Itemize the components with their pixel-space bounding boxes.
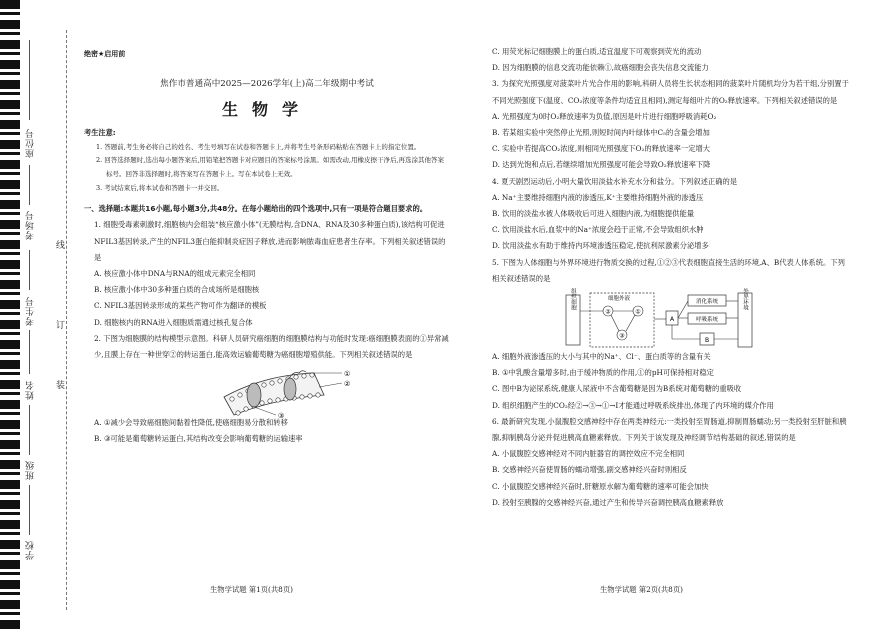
membrane-diagram xyxy=(84,363,450,421)
name-label: 姓名 xyxy=(26,380,36,400)
exam-title: 焦作市普通高中2025—2026学年(上)高二年级期中考试 xyxy=(160,79,374,90)
notice-item: 1. 答题前,考生务必将自己的姓名、考生号填写在试卷和答题卡上,并将考生号条形码粘贴在答题卡上的指定位置。 xyxy=(96,142,421,151)
cut-mark-bind: 订 xyxy=(56,316,65,333)
subject-title: 生物学 xyxy=(221,100,312,120)
fig-outside: 外界环境 xyxy=(742,288,748,311)
seat-line xyxy=(29,40,30,120)
q5-option-a: A. 细胞外液渗透压的大小与其中的Na⁺、Cl⁻、蛋白质等的含量有关 xyxy=(492,352,711,362)
cut-line xyxy=(66,30,67,610)
notice-list xyxy=(84,141,450,195)
exam-no-label: 考生号 xyxy=(26,296,36,326)
fig-cell: 组织细胞 xyxy=(570,288,576,311)
q5-option-b: B. ①中乳酸含量增多时,由于缓冲物质的作用,①的pH可保持相对稳定 xyxy=(492,368,714,378)
q4-stem: 4. 夏天剧烈运动后,小明大量饮用淡盐水补充水分和盐分。下列叙述正确的是 xyxy=(492,176,738,186)
q2-option-a: A. ①减少会导致癌细胞间黏着性降低,使癌细胞易分散和转移 xyxy=(94,418,288,428)
fig-circle-3: ③ xyxy=(619,332,625,340)
cut-mark-pack: 装 xyxy=(56,376,65,393)
q3-option-a: A. 光照强度为0时O₂释放速率为负值,原因是叶片进行细胞呼吸消耗O₂ xyxy=(492,111,717,121)
q4-option-a: A. Na⁺主要维持细胞内液的渗透压,K⁺主要维持细胞外液的渗透压 xyxy=(492,192,704,202)
left-column xyxy=(84,42,450,448)
exam-no-line xyxy=(29,250,30,290)
q2-option-d: D. 因为细胞膜的信息交流功能依赖①,故癌细胞会丧失信息交流能力 xyxy=(492,63,709,73)
fig-label-1: ① xyxy=(344,370,351,379)
fig-circle-2: ② xyxy=(605,308,611,316)
fig-B: B xyxy=(704,337,710,345)
q3-stem: 3. 为探究光照强度对菠菜叶片光合作用的影响,科研人员将生长状态相同的菠菜叶片随机均分为若干组,分别置于不同光照强度下(温度、CO₂浓度等条件均适宜且相同),测定每组叶片的O₂释放速率。下列相关叙述错误的是 xyxy=(492,79,849,105)
fig-resp: 呼吸系统 xyxy=(695,317,719,324)
q3-option-b: B. 若某组实验中突然停止光照,则短时间内叶绿体中C₅的含量会增加 xyxy=(492,128,710,138)
q3-option-d: D. 达到光饱和点后,若继续增加光照强度可能会导致O₂释放速率下降 xyxy=(492,160,711,170)
fig-extracellular: 细胞外液 xyxy=(608,296,631,303)
left-footer: 生物学试题 第1页(共8页) xyxy=(210,585,293,594)
q2-option-c: C. 用荧光标记细胞膜上的蛋白质,适宜温度下可观察到荧光的流动 xyxy=(492,47,702,56)
right-footer: 生物学试题 第2页(共8页) xyxy=(600,585,683,594)
fig-digest: 消化系统 xyxy=(695,299,719,306)
cut-mark-line: 线 xyxy=(56,236,65,253)
q1-option-a: A. 核应激小体中DNA与RNA的组成元素完全相同 xyxy=(94,269,256,278)
secret-mark: 绝密★启用前 xyxy=(84,50,126,58)
q1-option-d: D. 细胞核内的RNA进入细胞质需通过核孔复合体 xyxy=(94,317,253,327)
notice-item: 2. 回答选择题时,选出每小题答案后,用铅笔把答题卡对应题目的答案标号涂黑。如需改动,用橡皮擦干净后,再选涂其他答案标号。回答非选择题时,将答案写在答题卡上。写在本试卷上无效。 xyxy=(96,156,445,178)
q4-option-c: C. 饮用淡盐水后,血浆中的Na⁺浓度会趋于正常,不会导致组织水肿 xyxy=(492,225,704,235)
school-line xyxy=(29,485,30,535)
exam-room-label: 考场号 xyxy=(26,210,36,240)
q6-option-d: D. 投射至胰腺的交感神经兴奋,通过产生和传导兴奋调控胰高血糖素释放 xyxy=(492,497,724,507)
name-line xyxy=(29,330,30,374)
exchange-figure xyxy=(482,287,852,349)
q5-option-c: C. 图中B为泌尿系统,健康人尿液中不含葡萄糖是因为B系统对葡萄糖的重吸收 xyxy=(492,384,742,394)
q1-option-b: B. 核应激小体中30多种蛋白质的合成场所是细胞核 xyxy=(94,285,260,295)
q6-stem: 6. 最新研究发现,小鼠腹腔交感神经中存在两类神经元:一类投射至胃肠道,抑制胃肠蠕动;另一类投射至肝脏和胰腺,抑制胰岛分泌并促进胰高血糖素释放。下列关于该发现及神经调节结构基础的叙述,错误的是 xyxy=(492,416,847,443)
q2-option-b: B. ③可能是葡萄糖转运蛋白,其结构改变会影响葡萄糖的运输速率 xyxy=(94,434,303,444)
binding-margin xyxy=(0,0,78,630)
q1-option-c: C. NFIL3基因转录形成的某些产物可作为翻译的模板 xyxy=(94,301,267,311)
membrane-figure xyxy=(84,363,450,421)
section-heading: 一、选择题:本题共16小题,每小题3分,共48分。在每小题给出的四个选项中,只有一项是符合题目要求的。 xyxy=(84,204,428,214)
q5-option-d: D. 组织细胞产生的CO₂经②→③→①→I才能通过呼吸系统排出,体现了内环境的媒介作用 xyxy=(492,400,774,410)
exchange-diagram xyxy=(482,287,852,349)
q6-option-c: C. 小鼠腹腔交感神经兴奋时,肝糖原水解为葡萄糖的速率可能会加快 xyxy=(492,481,709,491)
class-line xyxy=(29,405,30,455)
q4-option-d: D. 饮用淡盐水有助于维持内环境渗透压稳定,使抗利尿激素分泌增多 xyxy=(492,241,709,251)
q5-stem: 5. 下图为人体细胞与外界环境进行物质交换的过程,①②③代表细胞直接生活的环境,A、B代表人体系统。下列相关叙述错误的是 xyxy=(492,257,845,283)
notice-item: 3. 考试结束后,将本试卷和答题卡一并交回。 xyxy=(96,183,224,192)
exam-room-line xyxy=(29,165,30,205)
q6-option-a: A. 小鼠腹腔交感神经对不同内脏器官的调控效应不完全相同 xyxy=(492,449,685,459)
fig-label-2: ② xyxy=(344,380,351,389)
class-label: 班级 xyxy=(26,460,36,480)
q3-option-c: C. 实验中若提高CO₂浓度,则相同光照强度下O₂的释放速率一定增大 xyxy=(492,144,711,154)
binding-stripes xyxy=(0,0,20,630)
q1-stem: 1. 细胞受毒素刺激时,细胞核内会组装“核应激小体”(无膜结构,含DNA、RNA及30多种蛋白质),该结构可促进NFIL3基因转录,产生的NFIL3蛋白能抑制炎症因子释放,进而影响脓毒血症患者生存率。下列相关叙述错误的是 xyxy=(94,220,446,262)
seat-label: 座位号 xyxy=(26,128,36,158)
notice-title: 考生注意: xyxy=(84,127,116,137)
fig-A: A xyxy=(669,316,675,324)
q4-option-b: B. 饮用的淡盐水被人体吸收后可进入细胞内液,为细胞提供能量 xyxy=(492,209,695,219)
fig-label-3: ③ xyxy=(278,412,285,421)
school-label: 学校 xyxy=(26,540,36,560)
fig-circle-1: ① xyxy=(635,308,641,316)
q6-option-b: B. 交感神经兴奋使胃肠的蠕动增强,副交感神经兴奋时则相反 xyxy=(492,465,687,475)
q2-stem: 2. 下图为细胞膜的结构模型示意图。科研人员研究癌细胞的细胞膜结构与功能时发现:癌细胞膜表面的①异常减少,且膜上存在一种世穿②的转运蛋白,能高效运输葡萄糖为癌细胞增殖供能。下列相关叙述错误的是 xyxy=(94,333,449,360)
right-column xyxy=(482,44,852,511)
